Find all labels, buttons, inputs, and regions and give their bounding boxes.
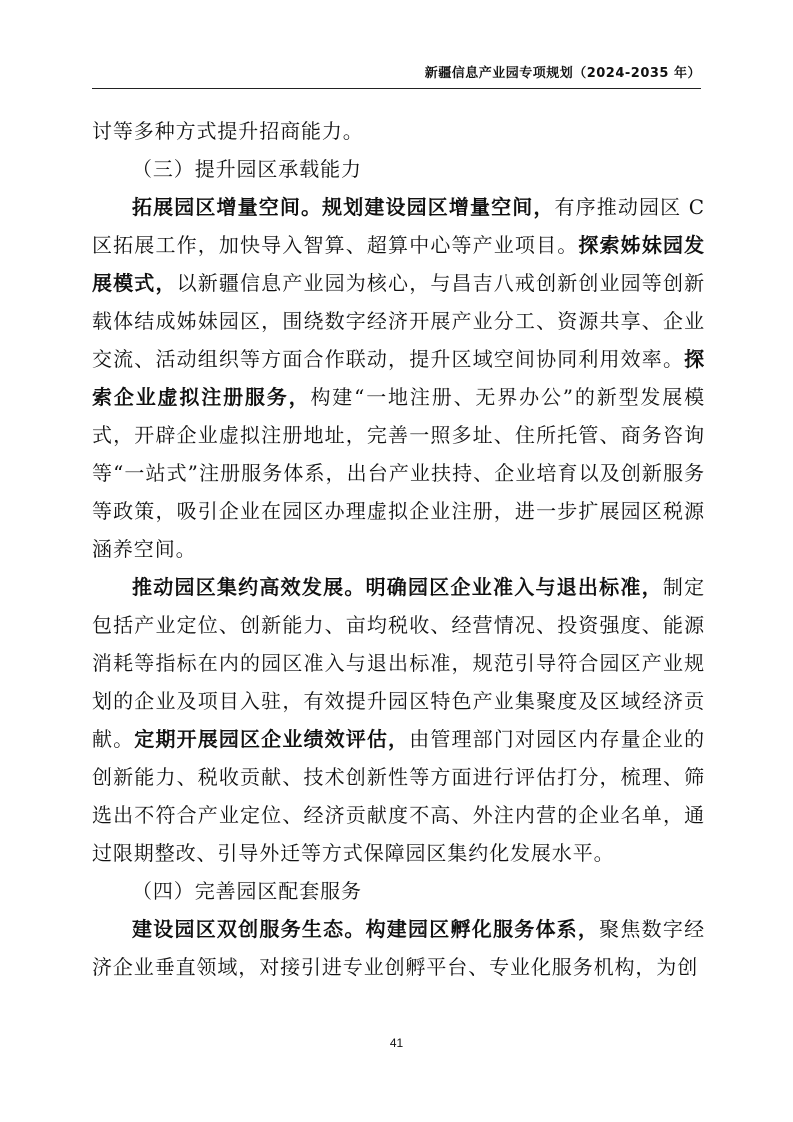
paragraph-text: 聚焦数字经济企业垂直领域，对接引进专业创孵平台、专业化服务机构，为创 [92, 917, 705, 979]
bold-lead: 构建园区孵化服务体系， [365, 917, 600, 941]
paragraph-text: 由管理部门对园区内存量企业的创新能力、税收贡献、技术创新性等方面进行评估打分，梳理、筛选出不符合产业定位、经济贡献度不高、外注内营的企业名单，通过限期整改、引导外迁等方式保障园区集约化发展水平。 [92, 727, 705, 865]
bold-lead: 建设园区双创服务生态。 [132, 917, 366, 941]
document-body [92, 112, 705, 986]
bold-lead: 明确园区企业准入与退出标准， [365, 575, 663, 599]
page-header [92, 62, 701, 89]
header-title: 新疆信息产业园专项规划（2024-2035 年） [424, 66, 701, 81]
bold-lead: 规划建设园区增量空间， [322, 195, 555, 219]
paragraph-text: 构建“一地注册、无界办公”的新型发展模式，开辟企业虚拟注册地址，完善一照多址、住所托管、商务咨询等“一站式”注册服务体系，出台产业扶持、企业培育以及创新服务等政策，吸引企业在园区办理虚拟企业注册，进一步扩展园区税源涵养空间。 [92, 385, 705, 561]
paragraph-intensive-development [92, 568, 705, 872]
paragraph-expand-space [92, 188, 705, 568]
section-heading-3 [92, 150, 705, 188]
section-heading-4 [92, 872, 705, 910]
heading-text: （四）完善园区配套服务 [132, 879, 362, 903]
paragraph-innovation-ecosystem [92, 910, 705, 986]
page-number: 41 [389, 1036, 404, 1050]
bold-lead: 探索企业虚拟注册服务， [92, 347, 705, 409]
bold-lead: 推动园区集约高效发展。 [132, 575, 366, 599]
heading-text: （三）提升园区承载能力 [132, 157, 362, 181]
paragraph-text: 以新疆信息产业园为核心，与昌吉八戒创新创业园等创新载体结成姊妹园区，围绕数字经济开展产业分工、资源共享、企业交流、活动组织等方面合作联动，提升区域空间协同利用效率。 [92, 271, 705, 371]
paragraph-continuation [92, 112, 705, 150]
paragraph-text: 有序推动园区 C 区拓展工作，加快导入智算、超算中心等产业项目。 [92, 195, 705, 257]
paragraph-text: 制定包括产业定位、创新能力、亩均税收、经营情况、投资强度、能源消耗等指标在内的园区准入与退出标准，规范引导符合园区产业规划的企业及项目入驻，有效提升园区特色产业集聚度及区域经济贡献。 [92, 575, 705, 751]
bold-lead: 拓展园区增量空间。 [132, 195, 323, 219]
bold-lead: 探索姊妹园发展模式， [92, 233, 706, 295]
paragraph-text: 讨等多种方式提升招商能力。 [92, 119, 364, 143]
bold-lead: 定期开展园区企业绩效评估， [134, 727, 410, 751]
